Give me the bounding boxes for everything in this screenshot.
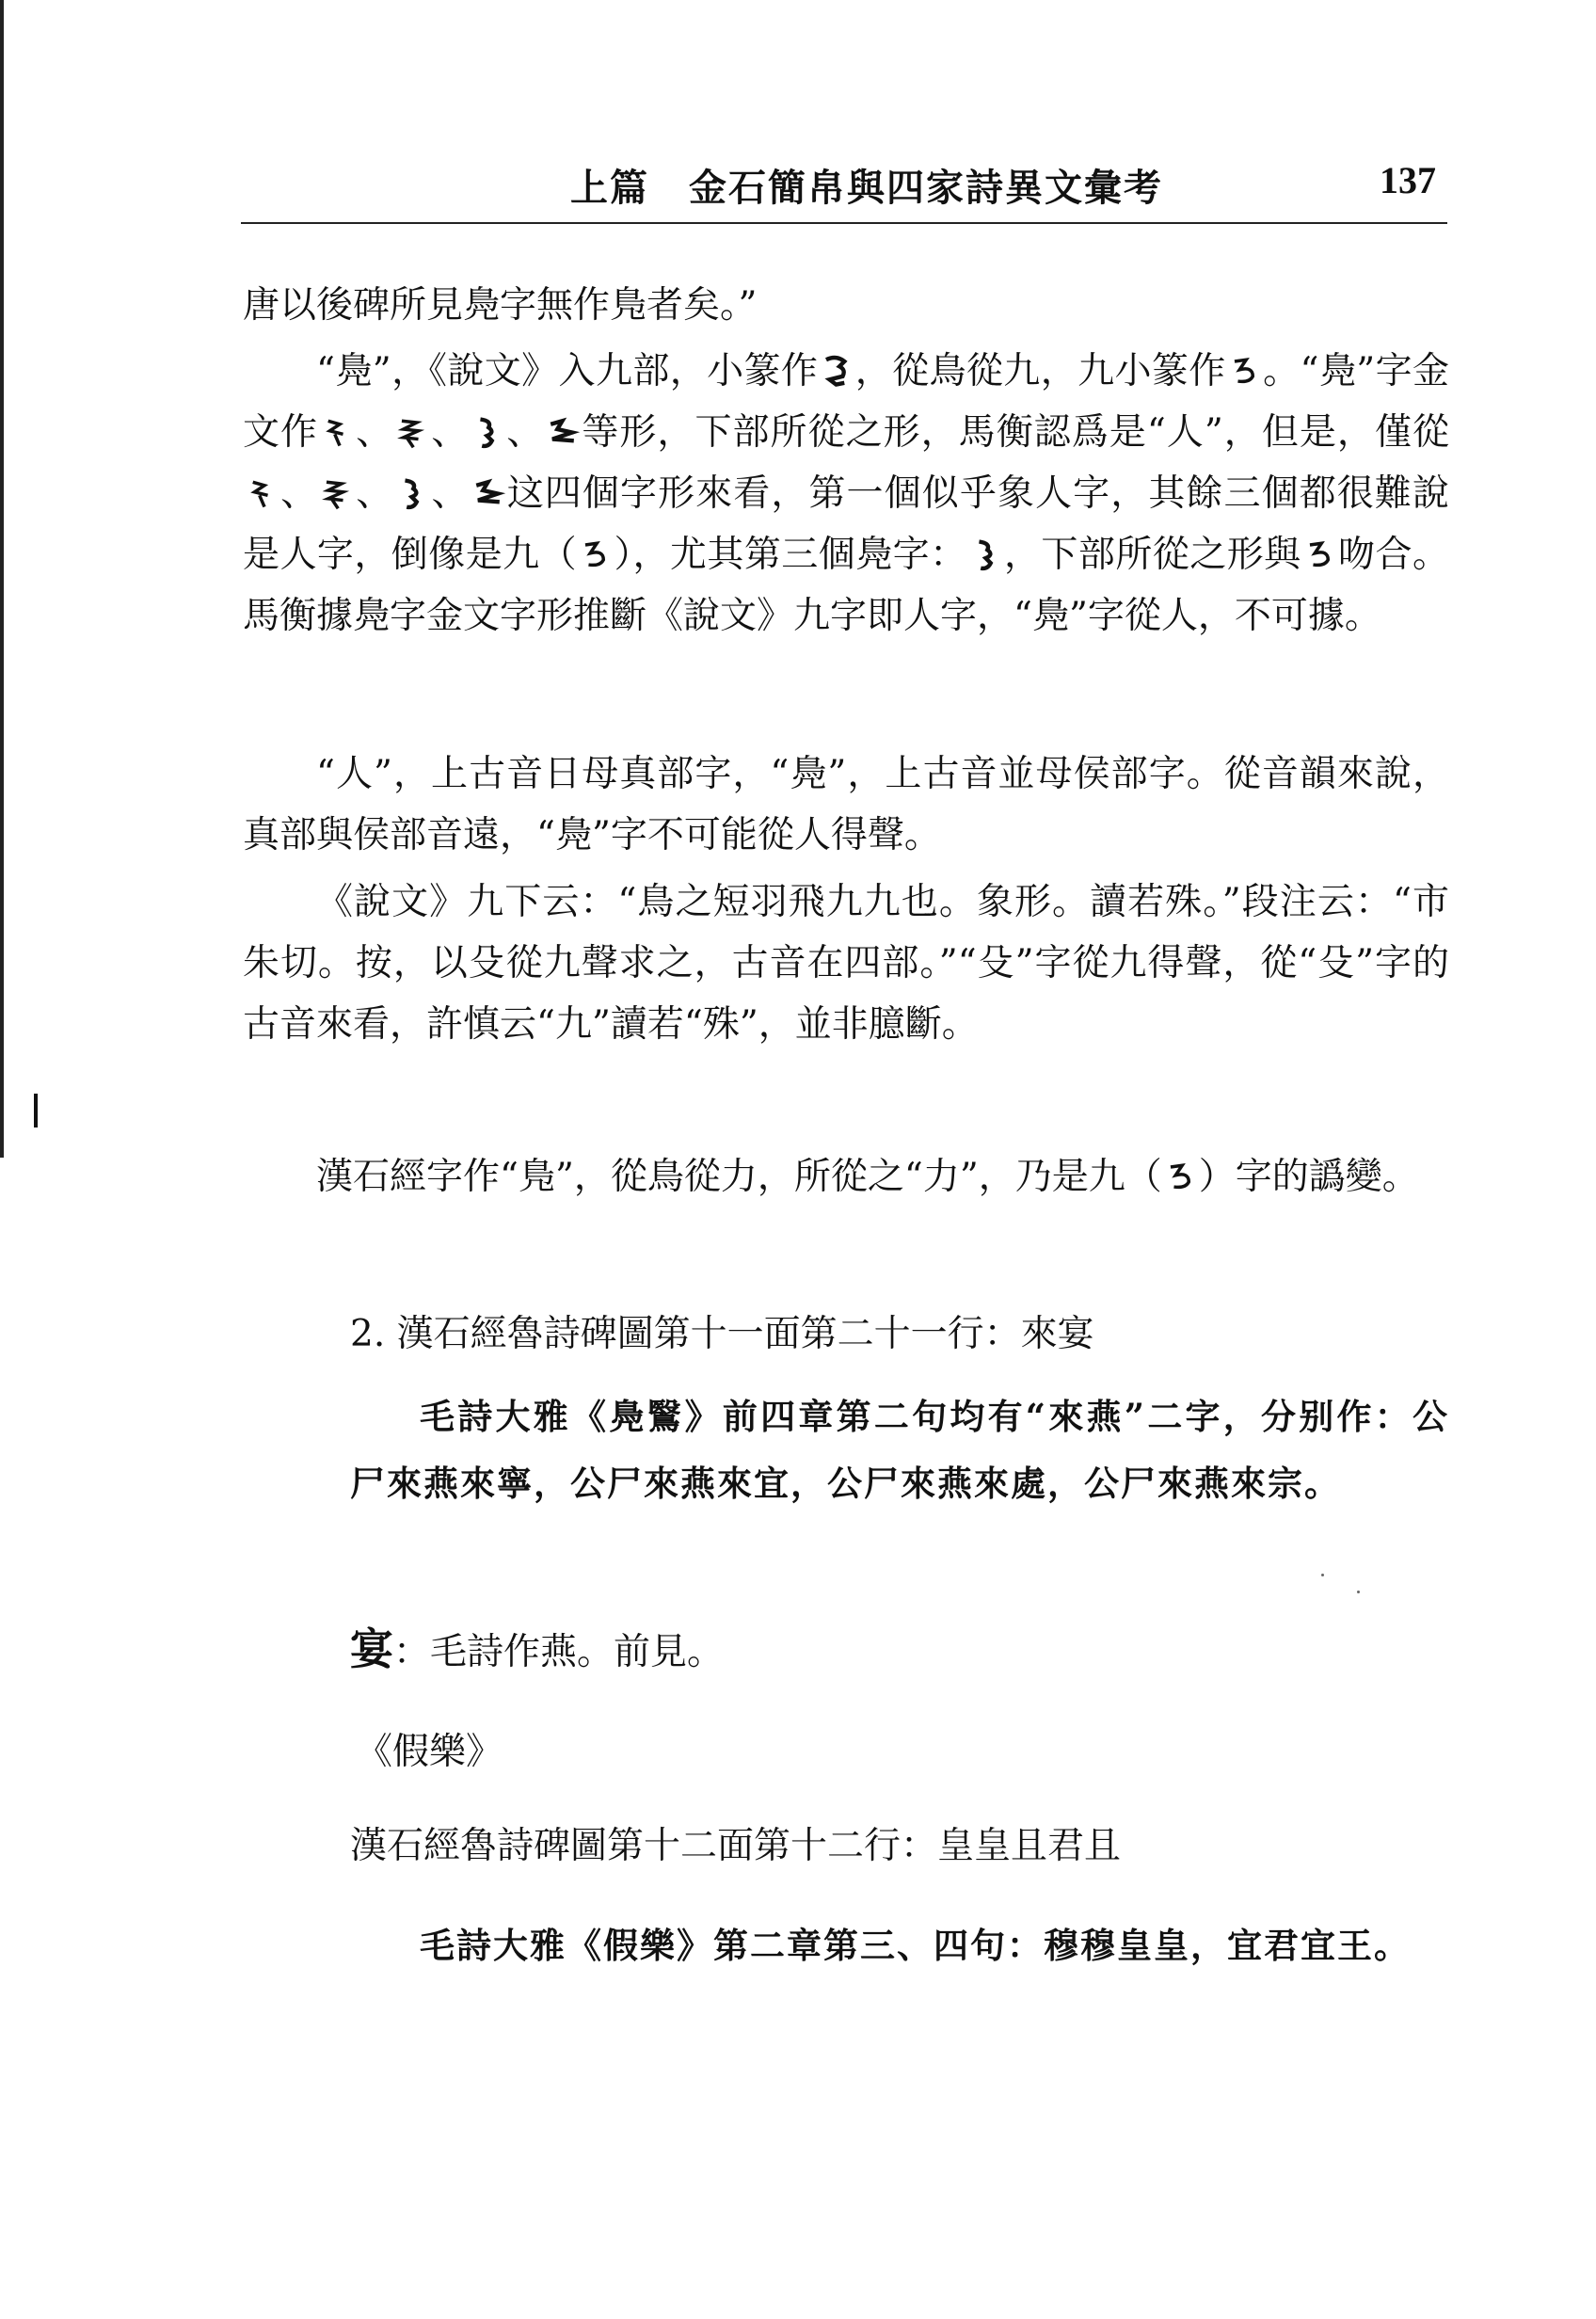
text-run: 漢石經字作“鳬”，從鳥從力，所從之“力”，乃是九（ xyxy=(316,1156,1162,1198)
text-run: 这四個字形來看，第一個似乎象人字，其餘三個都很難說是人字，倒像是九（ xyxy=(243,472,1449,576)
text-run: 、 xyxy=(430,472,470,515)
poem-title-jiale: 《假樂》 xyxy=(356,1731,503,1773)
page-number: 137 xyxy=(1380,159,1436,201)
scan-speck xyxy=(1357,1591,1360,1593)
text-run: “鳧”，《說文》入九部，小篆作 xyxy=(316,350,819,392)
bronze-form-3-glyph xyxy=(967,538,1004,571)
paragraph-phonology: “人”，上古音日母真部字，“鳧”，上古音並母侯部字。從音韻來說，真部與侯部音遠，“鳧”字不可能從人得聲。 xyxy=(243,753,1449,856)
text-run: 、 xyxy=(355,472,394,515)
text-run: 、 xyxy=(355,411,394,454)
seal-script-shu-glyph xyxy=(577,538,614,571)
running-header xyxy=(241,139,1447,224)
bronze-form-2-glyph xyxy=(318,477,355,510)
text-run: 、 xyxy=(430,411,470,454)
text-run: ），尤其第三個鳧字： xyxy=(614,534,967,576)
seal-script-shu-glyph xyxy=(1226,355,1263,388)
section-heading-laiyan: 2. 漢石經魯詩碑圖第十一面第二十一行：來宴 xyxy=(350,1313,1094,1355)
text-run: 。 xyxy=(1262,350,1301,392)
paragraph-stone-classic xyxy=(243,1146,1449,1207)
text-run: ，下部所從之形與 xyxy=(1003,534,1301,576)
paragraph-shuowen: 《說文》九下云：“鳥之短羽飛九九也。象形。讀若殊。”段注云：“市朱切。按，以殳從九聲求之，古音在四部。”“殳”字從九得聲，從“殳”字的古音來看，許慎云“九”讀若“殊”，並非臆斷。 xyxy=(243,881,1449,1046)
text-run: 吻合。馬衡據鳧字金文字形推斷《說文》九字即人字，“鳧”字從人，不可據。 xyxy=(243,534,1449,637)
seal-script-shu-glyph xyxy=(1162,1160,1199,1193)
bronze-form-4-glyph xyxy=(544,416,581,449)
quote-maoshi-jiale: 毛詩大雅《假樂》第二章第三、四句：穆穆皇皇，宜君宜王。 xyxy=(420,1925,1411,1966)
bronze-form-3-glyph xyxy=(469,416,505,449)
scan-speck xyxy=(1321,1574,1324,1576)
text-run: 、 xyxy=(505,411,545,454)
text-run: 等形，下部所從之形，馬衡認爲是“人”，但是，僅從 xyxy=(581,411,1449,454)
paragraph-bronze-forms xyxy=(243,341,1449,647)
text-run: ）字的譌變。 xyxy=(1198,1156,1419,1198)
bronze-form-2-glyph xyxy=(393,416,430,449)
text-run: “鳧”字金文作 xyxy=(243,350,1449,454)
bronze-form-3-glyph xyxy=(393,477,430,510)
entry-text: ：毛詩作燕。前見。 xyxy=(393,1631,725,1673)
text-run: ，從鳥從九，九小篆作 xyxy=(854,350,1226,392)
quote-maoshi-fuyi: 毛詩大雅《鳧鷖》前四章第二句均有“來燕”二字，分别作：公尸來燕來寧，公尸來燕來宜，公尸來燕來處，公尸來燕來宗。 xyxy=(350,1396,1449,1504)
entry-yan xyxy=(350,1615,724,1677)
section-heading-huanghuang: 漢石經魯詩碑圖第十二面第十二行：皇皇且君且 xyxy=(350,1825,1122,1867)
scan-left-edge xyxy=(0,0,4,1158)
header-section: 上篇 xyxy=(570,166,649,210)
header-rule xyxy=(241,222,1447,224)
bronze-form-4-glyph xyxy=(470,477,506,510)
seal-script-fu-glyph xyxy=(818,355,854,388)
scan-margin-mark xyxy=(34,1094,38,1128)
bronze-form-1-glyph xyxy=(243,477,279,510)
paragraph-continuation: 唐以後碑所見鳧字無作鳬者矣。” xyxy=(243,284,758,327)
header-title xyxy=(570,158,1163,212)
text-run: 、 xyxy=(279,472,319,515)
header-book-title: 金石簡帛與四家詩異文彙考 xyxy=(689,166,1163,210)
bronze-form-1-glyph xyxy=(318,416,355,449)
entry-headword: 宴 xyxy=(350,1623,393,1674)
seal-script-shu-glyph xyxy=(1301,538,1338,571)
